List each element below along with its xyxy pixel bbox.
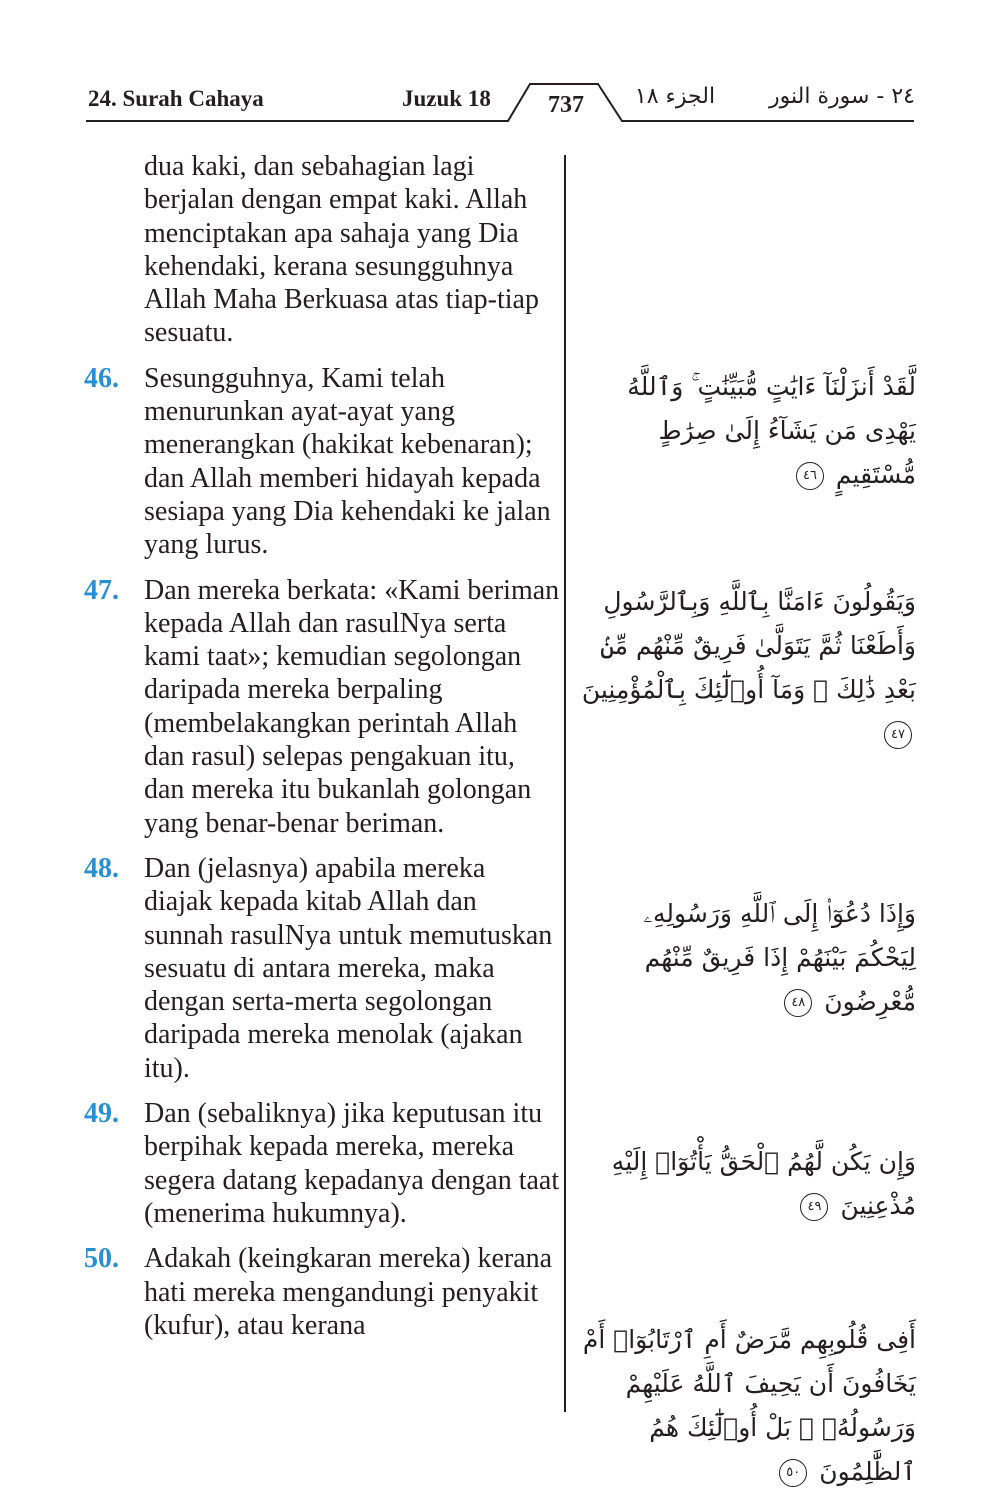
page-header: [0, 0, 1000, 130]
verse-number: 47.: [84, 574, 119, 606]
ayah-end-marker: ٤٨: [784, 989, 812, 1017]
verse-text: Sesungguhnya, Kami telah menurunkan ayat-ayat yang menerangkan (hakikat kebenaran); dan Allah memberi hidayah kepada sesiapa yang Dia kehendaki ke jalan yang lurus.: [144, 362, 551, 561]
translation-column: [84, 150, 560, 1342]
arabic-text: وَإِن يَكُن لَّهُمُ ٱلْحَقُّ يَأْتُوٓا۟ إِلَيْهِ مُذْعِنِينَ: [611, 1147, 916, 1220]
verse-number: 48.: [84, 852, 119, 884]
surah-title-latin: 24. Surah Cahaya: [88, 86, 264, 111]
verse-text: Dan (sebaliknya) jika keputusan itu berpihak kepada mereka, mereka segera datang kepadanya dengan taat (menerima hukumnya).: [144, 1098, 560, 1229]
header-rule: [0, 0, 1000, 130]
juz-label-latin: Juzuk 18: [402, 86, 491, 111]
verse-text: Dan (jelasnya) apabila mereka diajak kepada kitab Allah dan sunnah rasulNya untuk memutuskan sesuatu di antara mereka, maka dengan serta-merta segolongan daripada mereka menolak (ajakan itu).: [144, 852, 553, 1084]
verse-50: [84, 1242, 560, 1342]
verse-number: 50.: [84, 1243, 119, 1275]
verse-49: [84, 1097, 560, 1230]
arabic-text: أَفِى قُلُوبِهِم مَّرَضٌ أَمِ ٱرْتَابُوٓا۟ أَمْ يَخَافُونَ أَن يَحِيفَ ٱللَّهُ عَلَيْهِمْ وَرَسُولُهُۥ ۚ بَلْ أُو۟لَٰٓئِكَ هُمُ ٱلظَّٰلِمُونَ: [582, 1325, 916, 1486]
verse-text: Adakah (keingkaran mereka) kerana hati mereka mengandungi penyakit (kufur), atau kerana: [144, 1243, 553, 1341]
arabic-verse-46: [576, 365, 916, 497]
ayah-end-marker: ٤٦: [796, 462, 824, 490]
verse-text: Dan mereka berkata: «Kami beriman kepada Allah dan rasulNya serta kami taat»; kemudian segolongan daripada mereka berpaling (membelakangkan perintah Allah dan rasul) selepas pengakuan itu, dan mereka itu bukanlah golongan yang benar-benar beriman.: [144, 574, 560, 839]
page-number: 737: [548, 92, 584, 118]
verse-46: [84, 362, 560, 562]
surah-title-arabic: ٢٤ - سورة النور: [769, 84, 915, 109]
intro-text: dua kaki, dan sebahagian lagi berjalan dengan empat kaki. Allah menciptakan apa sahaja yang Dia kehendaki, kerana sesungguhnya Allah Maha Berkuasa atas tiap-tiap sesuatu.: [144, 151, 539, 349]
ayah-end-marker: ٥٠: [779, 1459, 807, 1487]
arabic-text: وَإِذَا دُعُوٓا۟ إِلَى ٱللَّهِ وَرَسُولِهِۦ لِيَحْكُمَ بَيْنَهُمْ إِذَا فَرِيقٌ مِّنْهُم مُّعْرِضُونَ: [643, 899, 916, 1016]
verse-number: 49.: [84, 1098, 119, 1130]
arabic-text: وَيَقُولُونَ ءَامَنَّا بِٱللَّهِ وَبِٱلرَّسُولِ وَأَطَعْنَا ثُمَّ يَتَوَلَّىٰ فَرِيقٌ مِّنْهُم مِّنۢ بَعْدِ ذَٰلِكَ ۚ وَمَآ أُو۟لَٰٓئِكَ بِٱلْمُؤْمِنِينَ: [581, 587, 916, 704]
ayah-end-marker: ٤٧: [884, 721, 912, 749]
verse-47: [84, 574, 560, 840]
column-divider: [564, 155, 566, 1412]
juz-label-arabic: الجزء ١٨: [634, 84, 716, 109]
verse-48: [84, 852, 560, 1085]
arabic-verse-49: [576, 1140, 916, 1228]
intro-paragraph: [84, 150, 560, 350]
arabic-verse-50: [576, 1318, 916, 1494]
ayah-end-marker: ٤٩: [800, 1193, 828, 1221]
verse-number: 46.: [84, 362, 119, 394]
arabic-verse-47: [576, 580, 916, 756]
arabic-verse-48: [576, 892, 916, 1024]
arabic-text: لَّقَدْ أَنزَلْنَآ ءَايَٰتٍ مُّبَيِّنَٰتٍ ۚ وَٱللَّهُ يَهْدِى مَن يَشَآءُ إِلَىٰ صِرَٰطٍ مُّسْتَقِيمٍ: [627, 372, 916, 489]
